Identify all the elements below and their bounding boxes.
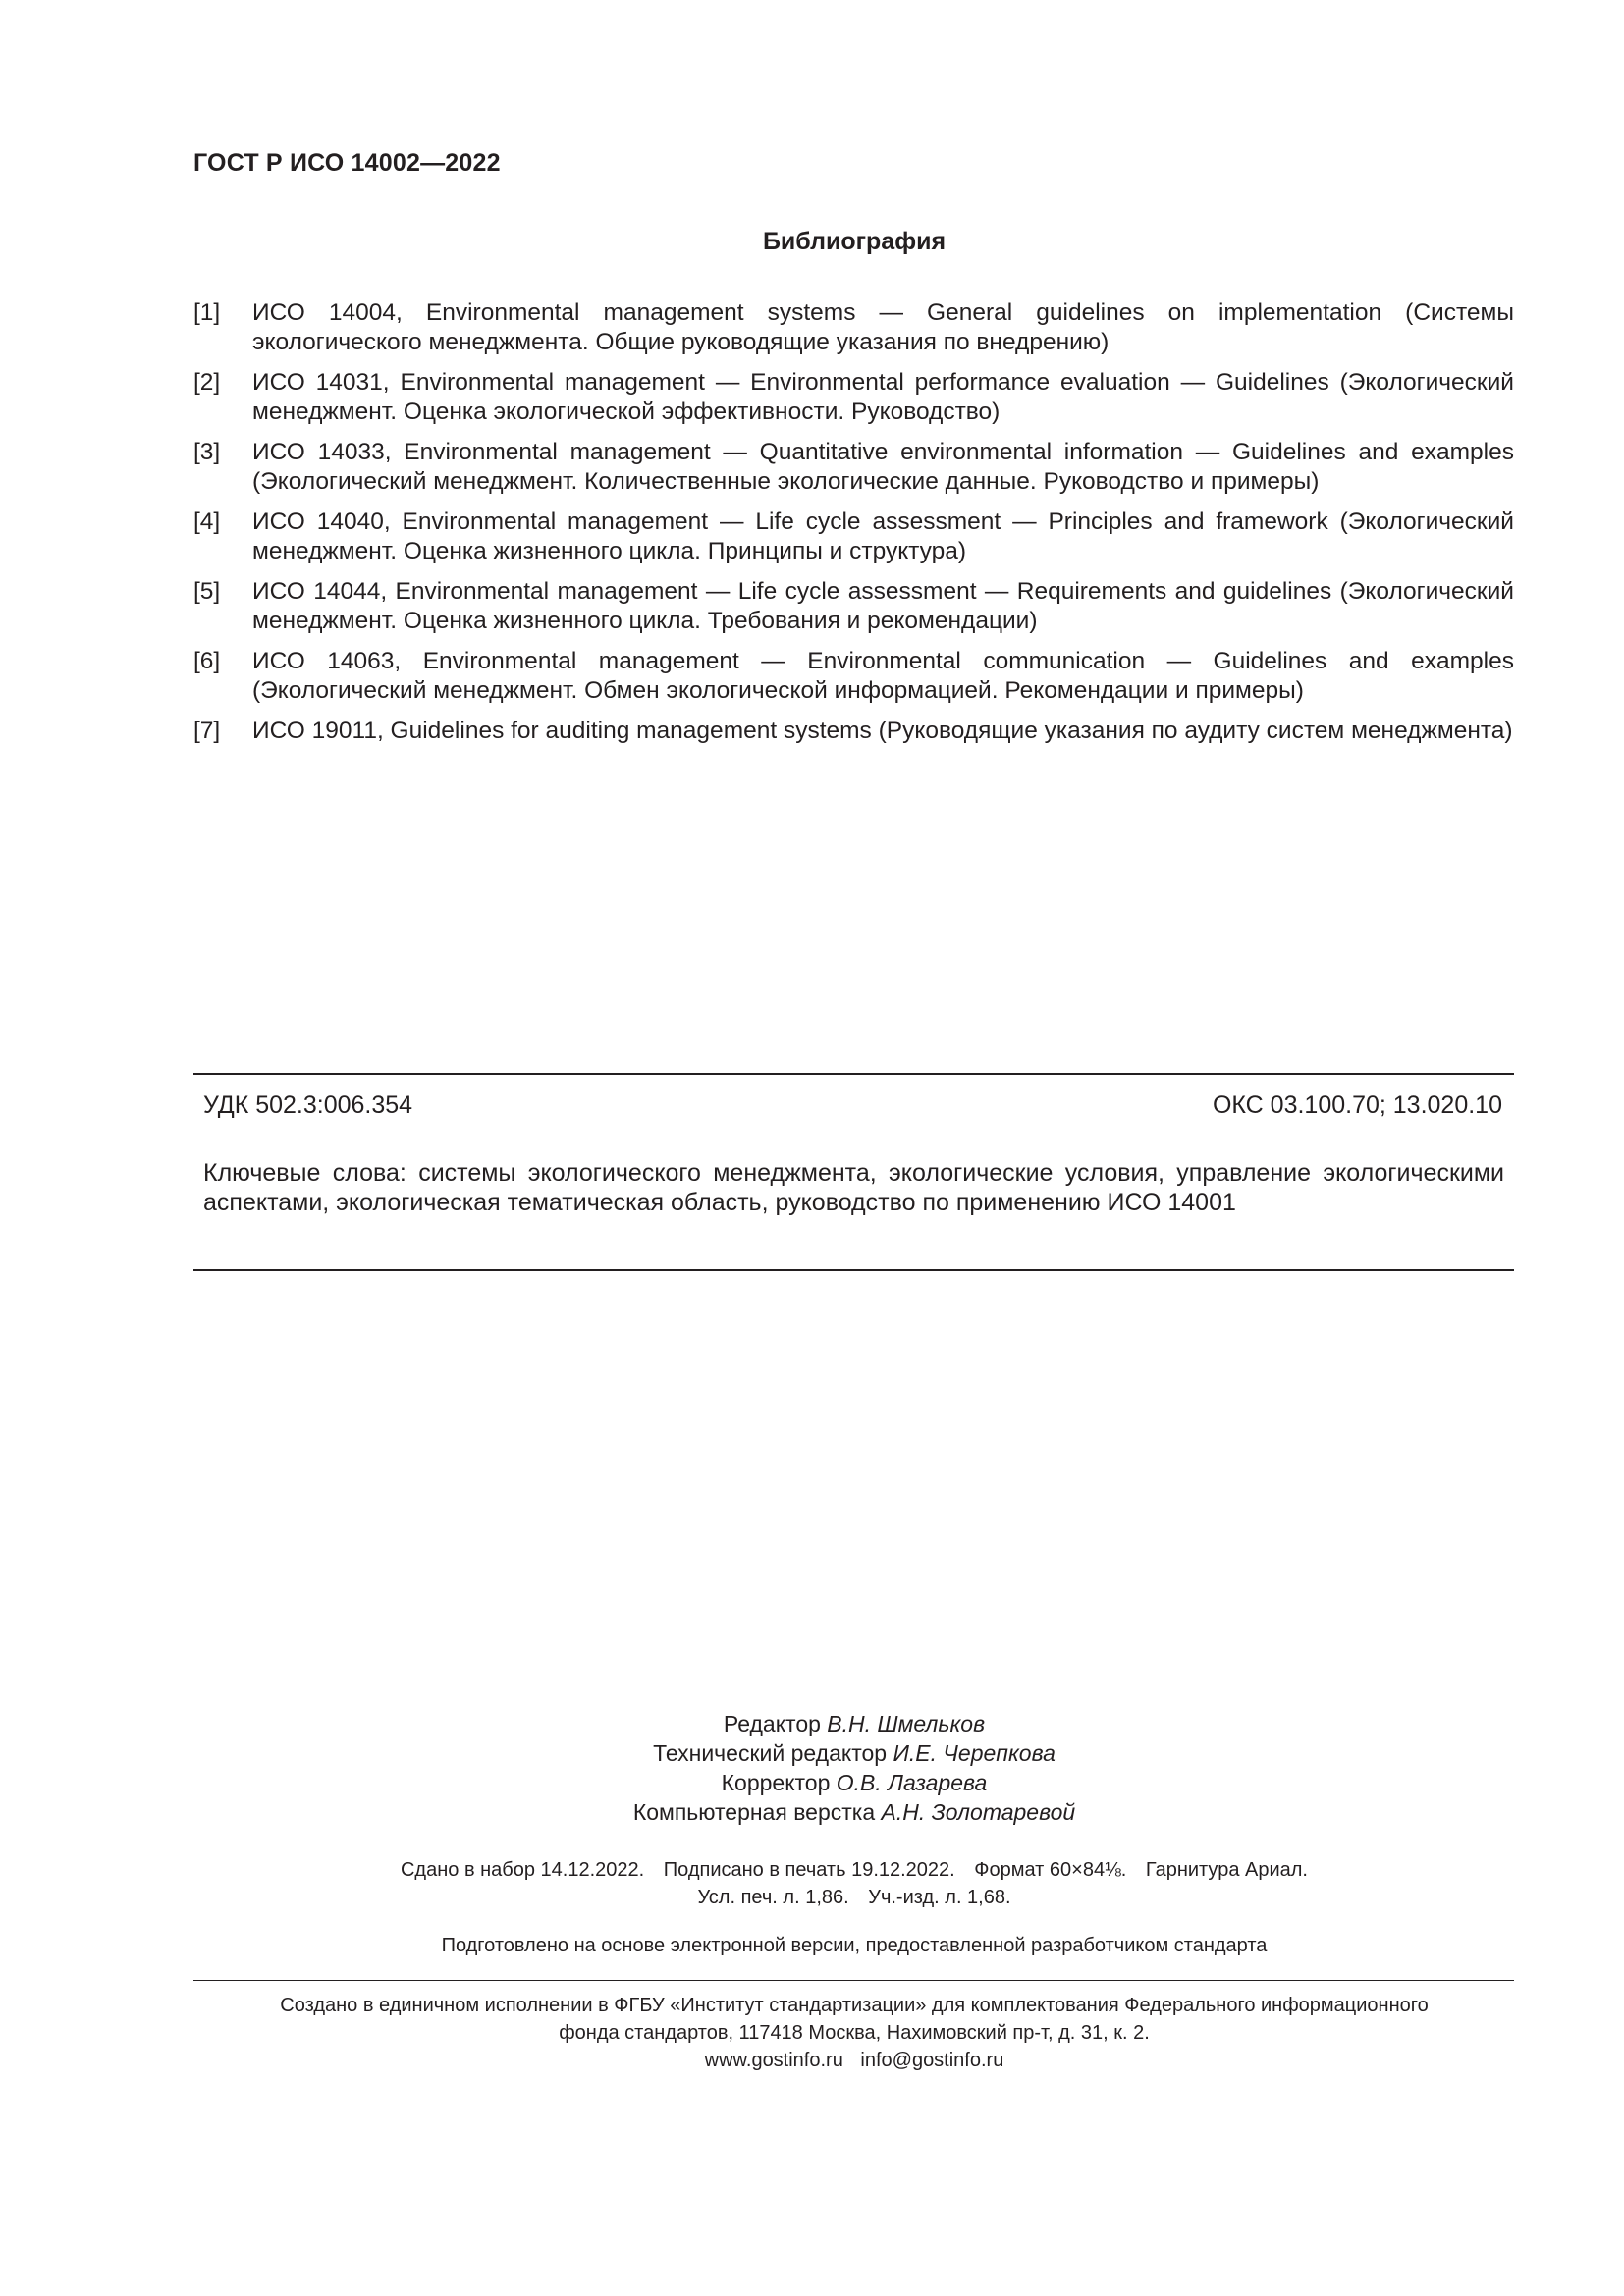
divider-bottom	[193, 1980, 1514, 1981]
footer-email: info@gostinfo.ru	[860, 2050, 1004, 2071]
bibliography-item-number: [3]	[193, 439, 221, 465]
publication-sheets: Уч.-изд. л. 1,68.	[868, 1887, 1011, 1908]
bibliography-title: Библиография	[762, 228, 947, 255]
bibliography-list	[193, 298, 1514, 758]
oks-code: ОКС 03.100.70; 13.020.10	[1212, 1092, 1502, 1119]
credit-layout-name: А.Н. Золотаревой	[881, 1799, 1076, 1825]
credit-layout	[0, 1797, 1624, 1827]
bibliography-item-number: [4]	[193, 508, 221, 535]
print-sheets: Усл. печ. л. 1,86.	[697, 1887, 849, 1908]
bibliography-item	[193, 368, 1514, 426]
footer-website: www.gostinfo.ru	[704, 2050, 843, 2071]
credit-proofreader-name: О.В. Лазарева	[836, 1770, 988, 1795]
bibliography-item-text: ИСО 19011, Guidelines for auditing management systems (Руководящие указания по аудиту систем менеджмента)	[252, 718, 1513, 744]
udk-code: УДК 502.3:006.354	[203, 1092, 413, 1119]
publisher-footer	[0, 1992, 1624, 2074]
bibliography-item	[193, 647, 1514, 705]
print-info-line-2	[0, 1884, 1624, 1911]
bibliography-item-text: ИСО 14033, Environmental management — Quantitative environmental information — Guidelines and examples (Экологический менеджмент. Количественные экологические данные. Руководство и примеры)	[252, 439, 1514, 495]
bibliography-item-number: [5]	[193, 578, 221, 605]
credit-tech-editor	[0, 1738, 1624, 1768]
print-typeset-date: Сдано в набор 14.12.2022.	[400, 1859, 645, 1881]
bibliography-item-number: [1]	[193, 299, 221, 326]
bibliography-item-text: ИСО 14040, Environmental management — Life cycle assessment — Principles and framework (Экологический менеджмент. Оценка жизненного цикла. Принципы и структура)	[252, 508, 1514, 564]
print-format: Формат 60×84⅛.	[974, 1859, 1127, 1881]
print-signed-date: Подписано в печать 19.12.2022.	[663, 1859, 955, 1881]
credit-editor-label: Редактор	[723, 1711, 821, 1736]
footer-line-2: фонда стандартов, 117418 Москва, Нахимовский пр-т, д. 31, к. 2.	[559, 2022, 1150, 2044]
bibliography-item-number: [6]	[193, 648, 221, 674]
bibliography-item	[193, 438, 1514, 496]
footer-line-1: Создано в единичном исполнении в ФГБУ «Институт стандартизации» для комплектования Федерального информационного	[280, 1995, 1429, 2016]
credit-proofreader-label: Корректор	[721, 1770, 831, 1795]
bibliography-item	[193, 507, 1514, 565]
bibliography-item-text: ИСО 14004, Environmental management systems — General guidelines on implementation (Системы экологического менеджмента. Общие руководящие указания по внедрению)	[252, 299, 1514, 355]
document-id-header: ГОСТ Р ИСО 14002—2022	[193, 149, 501, 177]
bibliography-item-number: [2]	[193, 369, 221, 396]
credit-editor-name: В.Н. Шмельков	[827, 1711, 986, 1736]
credit-editor	[0, 1709, 1624, 1738]
print-info	[0, 1856, 1624, 1911]
credits-block	[0, 1709, 1624, 1827]
credit-tech-editor-label: Технический редактор	[653, 1740, 888, 1766]
bibliography-item	[193, 577, 1514, 635]
bibliography-item-text: ИСО 14031, Environmental management — Environmental performance evaluation — Guidelines (Экологический менеджмент. Оценка экологической эффективности. Руководство)	[252, 369, 1514, 425]
footer-contacts	[0, 2047, 1624, 2074]
bibliography-item	[193, 298, 1514, 356]
divider-top	[193, 1073, 1514, 1075]
print-font: Гарнитура Ариал.	[1145, 1859, 1308, 1881]
divider-middle	[193, 1269, 1514, 1271]
print-info-line-1	[0, 1856, 1624, 1884]
bibliography-item-text: ИСО 14044, Environmental management — Life cycle assessment — Requirements and guidelines (Экологический менеджмент. Оценка жизненного цикла. Требования и рекомендации)	[252, 578, 1514, 634]
credit-proofreader	[0, 1768, 1624, 1797]
bibliography-item-number: [7]	[193, 718, 221, 744]
credit-tech-editor-name: И.Е. Черепкова	[893, 1740, 1056, 1766]
prepared-note: Подготовлено на основе электронной версии, предоставленной разработчиком стандарта	[441, 1935, 1268, 1956]
keywords: Ключевые слова: системы экологического менеджмента, экологические условия, управление экологическими аспектами, экологическая тематическая область, руководство по применению ИСО 14001	[203, 1159, 1504, 1216]
bibliography-item-text: ИСО 14063, Environmental management — Environmental communication — Guidelines and examples (Экологический менеджмент. Обмен экологической информацией. Рекомендации и примеры)	[252, 648, 1514, 704]
credit-layout-label: Компьютерная верстка	[632, 1799, 876, 1825]
bibliography-item	[193, 717, 1514, 746]
